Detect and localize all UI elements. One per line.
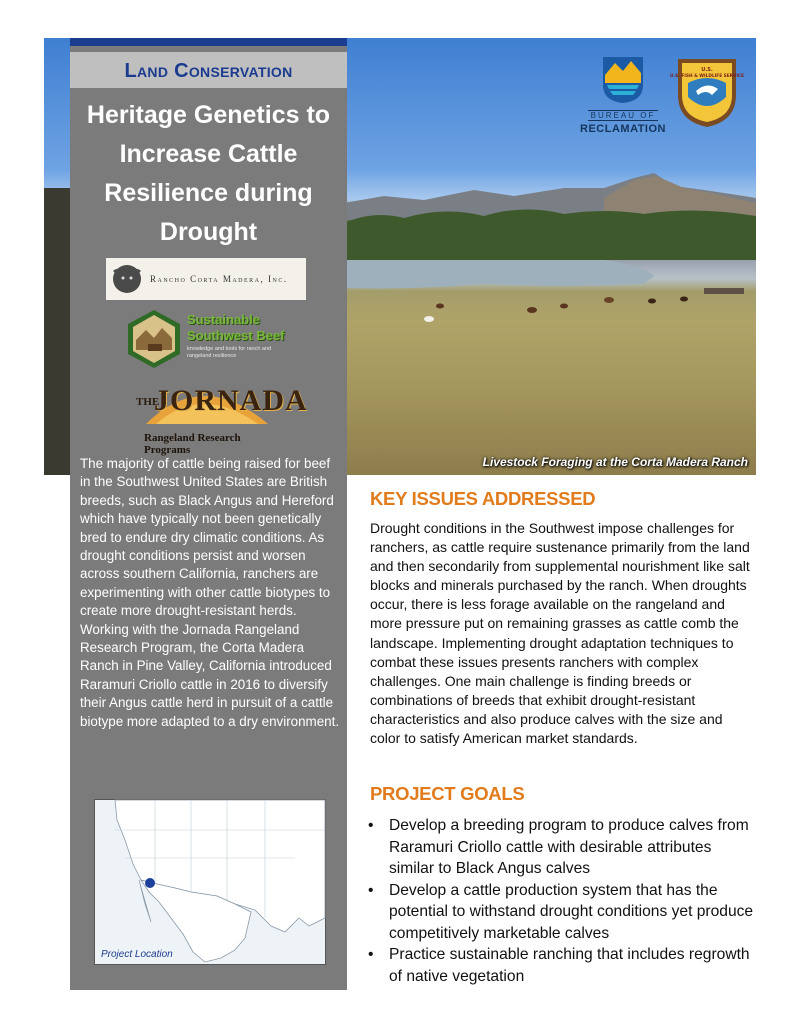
- fws-shield-icon: [669, 55, 745, 129]
- cow: [527, 307, 537, 313]
- key-issues-heading: KEY ISSUES ADDRESSED: [370, 488, 596, 509]
- photo-caption: Livestock Foraging at the Corta Madera Ranch: [482, 455, 748, 469]
- sidebar-body-text: The majority of cattle being raised for beef in the Southwest United States are British breeds, such as Black Angus and Hereford which have typically not been genetically bred to endure dry climatic conditions. As drought conditions persist and worsen across southern California, ranchers are experimenting with other cattle biotypes to create more drought-resistant herds. Working with the Jornada Rangeland Research Program, the Corta Madera Ranch in Pine Valley, California introduced Raramuri Criollo cattle in 2016 to diversify their Angus cattle herd in pursuit of a cattle biotype more adapted to a dry environment.: [80, 456, 340, 729]
- reclamation-emblem-icon: [601, 55, 645, 105]
- svg-text:U.S. FISH & WILDLIFE SERVICE: U.S. FISH & WILDLIFE SERVICE: [669, 74, 745, 79]
- ssb-emblem-icon: [124, 308, 184, 370]
- key-issues-body: Drought conditions in the Southwest impose challenges for ranchers, as cattle require sustenance primarily from the land and then secondarily from supplemental nourishment like salt blocks and minerals purchased by the ranch. When droughts occur, there is less forage available on the rangeland and more pressure put on remaining grasses as cattle comb the landscape. Implementing drought adaptation techniques to combat these issues presents ranchers with complex challenges. One main challenge is finding breeds or combinations of breeds that exhibit drought-resistant characteristics and also produce calves with the size and color to satisfy American market standards.: [370, 520, 750, 747]
- project-goals-list: [366, 815, 756, 987]
- cow: [680, 297, 688, 302]
- section-label: [70, 52, 347, 88]
- bullet-icon: •: [368, 817, 374, 834]
- jornada-subtitle: Rangeland Research Programs: [144, 432, 241, 456]
- sidebar-top-bar: [70, 38, 347, 46]
- sustainable-southwest-beef-logo: [124, 308, 299, 370]
- goal-text: Practice sustainable ranching that includes regrowth of native vegetation: [389, 946, 750, 985]
- ssb-title-line1: Sustainable: [187, 312, 260, 327]
- reclamation-line2: RECLAMATION: [580, 123, 666, 135]
- svg-text:U.S.: U.S.: [701, 67, 713, 73]
- ssb-title-line2: Southwest Beef: [187, 328, 285, 343]
- section-label-text: Land Conservation: [124, 60, 293, 82]
- jornada-the: THE: [136, 396, 160, 408]
- goal-text: Develop a breeding program to produce calves from Raramuri Criollo cattle with desirable attributes similar to Black Angus calves: [389, 817, 749, 877]
- us-mexico-map: [95, 800, 325, 964]
- bullet-icon: •: [368, 946, 374, 963]
- bureau-of-reclamation-logo: [578, 55, 668, 135]
- goal-text: Develop a cattle production system that has the potential to withstand drought conditions yet produce competitively marketable calves: [389, 881, 754, 942]
- bullet-icon: •: [368, 881, 374, 899]
- project-location-map: [94, 799, 326, 965]
- map-caption: Project Location: [101, 949, 173, 960]
- page-title: Heritage Genetics to Increase Cattle Resilience during Drought: [86, 101, 331, 246]
- project-location-marker: [145, 878, 155, 888]
- goal-item: [366, 815, 756, 880]
- jornada-wordmark: JORNADA: [154, 384, 308, 417]
- rancho-logo-text: Rancho Corta Madera, Inc.: [150, 274, 288, 284]
- goal-item: [366, 944, 756, 987]
- jornada-logo: [132, 378, 308, 456]
- cow: [604, 297, 614, 303]
- rancho-corta-madera-logo: [106, 258, 306, 300]
- bull-icon: [110, 262, 144, 296]
- goal-item: [366, 880, 756, 945]
- reclamation-line1: BUREAU OF: [588, 110, 659, 121]
- ssb-tagline: knowledge and tools for ranch and rangeland resilience: [187, 346, 272, 359]
- cow: [436, 304, 444, 309]
- cow: [424, 316, 434, 322]
- sidebar-panel: [70, 38, 347, 990]
- fish-wildlife-service-logo: [669, 55, 745, 129]
- cow: [560, 304, 568, 309]
- cow: [648, 299, 656, 304]
- project-goals-heading: PROJECT GOALS: [370, 783, 525, 804]
